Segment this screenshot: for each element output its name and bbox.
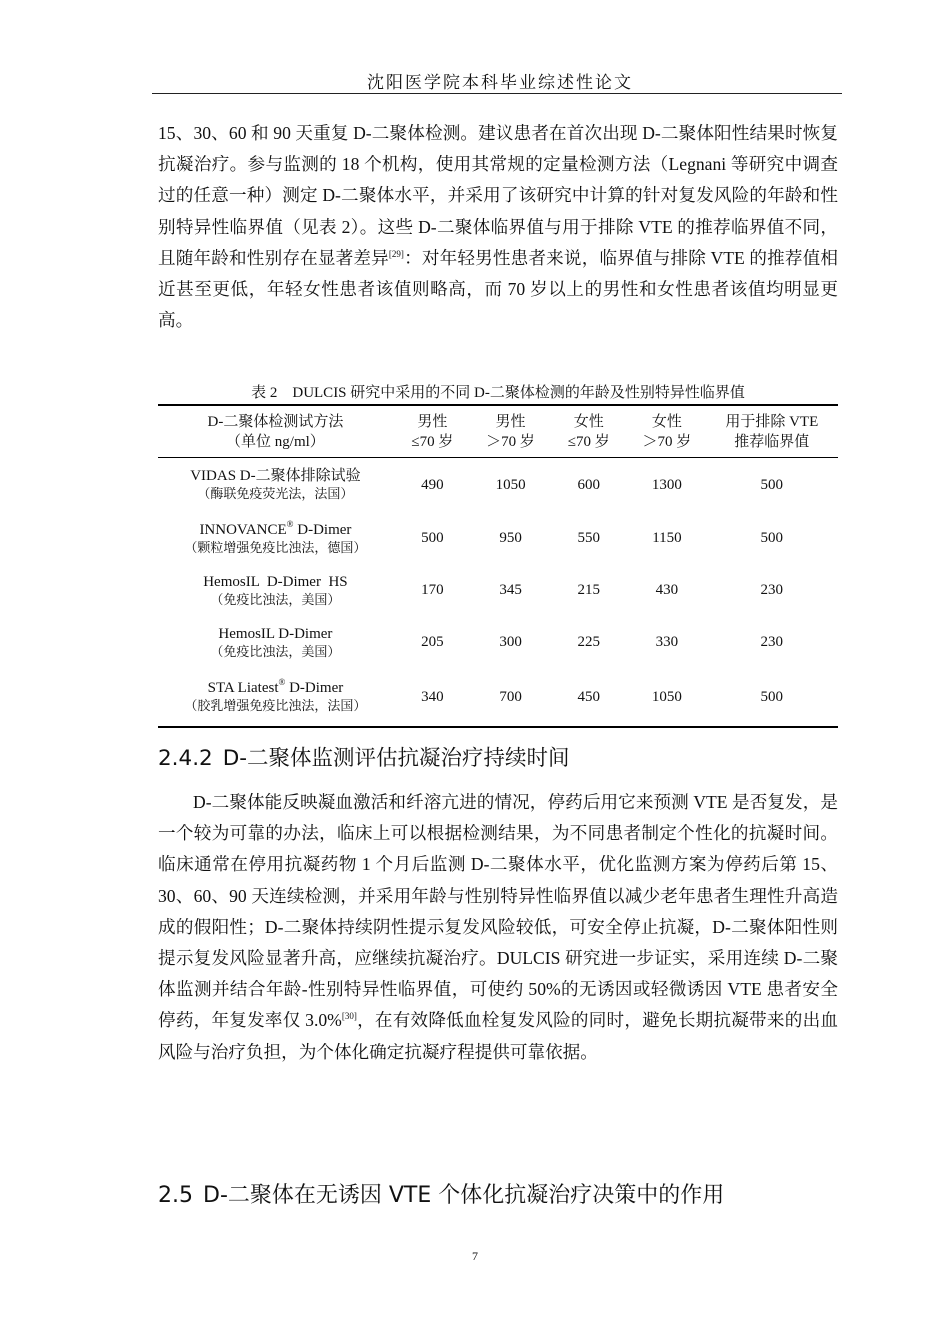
table-row <box>158 617 838 669</box>
value-cell: 230 <box>760 634 784 650</box>
citation-ref[interactable]: [30] <box>341 1011 357 1022</box>
method-cell: INNOVANCE® D-Dimer （颗粒增强免疫比浊法，德国） <box>184 518 367 555</box>
header-cell-method: D-二聚体检测试方法 （单位 ng/ml） <box>207 414 344 450</box>
header-rule <box>152 93 842 94</box>
value-cell: 345 <box>499 582 522 598</box>
cutoff-table <box>158 404 838 728</box>
section-number: 2.5 <box>158 1183 193 1208</box>
paragraph-text: ：对年轻男性患者来说，临界值与排除 VTE 的推荐值相近甚至更低，年轻女性患者该值则略高，而 70 岁以上的男性和女性患者该值均明显更高。 <box>158 247 838 331</box>
table-row <box>158 565 838 617</box>
value-cell: 1300 <box>651 476 682 493</box>
header-cell-recommended: 用于排除 VTE 推荐临界值 <box>725 414 819 450</box>
value-cell: 500 <box>421 530 444 546</box>
value-cell: 430 <box>655 582 679 598</box>
value-cell: 205 <box>421 634 444 650</box>
value-cell: 330 <box>655 634 679 650</box>
value-cell: 340 <box>421 688 444 705</box>
body-paragraph-2 <box>158 787 838 1068</box>
header-cell-male-gt70: 男性 ＞70 岁 <box>486 414 535 450</box>
table-caption: 表 2 DULCIS 研究中采用的不同 D-二聚体检测的年龄及性别特异性临界值 <box>251 385 745 401</box>
section-heading-2-5 <box>158 1178 724 1209</box>
section-title: D-二聚体在无诱因 VTE 个体化抗凝治疗决策中的作用 <box>203 1183 725 1208</box>
value-cell: 230 <box>760 582 784 598</box>
method-cell: VIDAS D-二聚体排除试验 （酶联免疫荧光法，法国） <box>190 468 361 502</box>
citation-ref[interactable]: [29] <box>388 248 404 259</box>
body-paragraph-1 <box>158 118 838 336</box>
paragraph-text: D-二聚体能反映凝血激活和纤溶亢进的情况，停药后用它来预测 VTE 是否复发，是一个较为可靠的办法，临床上可以根据检测结果，为不同患者制定个性化的抗凝时间。临床通常在停用抗凝药物 1 个月后监测 D-二聚体水平，优化监测方案为停药后第 15、30、60、90 天连续检测，并采用年龄与性别特异性临界值以减少老年患者生理性升高造成的假阳性；D-二聚体持续阴性提示复发风险较低，可安全停止抗凝，D-二聚体阳性则提示复发风险显著升高，应继续抗凝治疗。DULCIS 研究进一步证实，采用连续 D-二聚体监测并结合年龄-性别特异性临界值，可使约 50%的无诱因或轻微诱因 VTE 患者安全停药，年复发率仅 3.0% <box>158 792 838 1031</box>
table-row <box>158 513 838 565</box>
method-cell: HemosIL D-Dimer （免疫比浊法，美国） <box>210 625 341 659</box>
section-number: 2.4.2 <box>158 746 213 771</box>
value-cell: 170 <box>421 582 444 598</box>
value-cell: 1050 <box>651 688 682 705</box>
value-cell: 490 <box>421 476 444 493</box>
value-cell: 700 <box>499 688 522 705</box>
section-heading-2-4-2 <box>158 741 570 772</box>
value-cell: 550 <box>577 530 600 546</box>
value-cell: 300 <box>499 634 522 650</box>
value-cell: 500 <box>760 476 784 493</box>
table-row <box>158 458 838 513</box>
value-cell: 1050 <box>495 476 526 493</box>
value-cell: 450 <box>577 688 600 705</box>
section-title: D-二聚体监测评估抗凝治疗持续时间 <box>222 746 570 771</box>
page-number: 7 <box>472 1249 478 1263</box>
value-cell: 500 <box>760 688 784 705</box>
table-row <box>158 669 838 727</box>
table-header-row <box>158 405 838 458</box>
header-cell-female-le70: 女性 ≤70 岁 <box>567 414 610 450</box>
page-header-title: 沈阳医学院本科毕业综述性论文 <box>367 73 633 92</box>
header-cell-female-gt70: 女性 ＞70 岁 <box>642 414 692 450</box>
value-cell: 950 <box>499 530 522 546</box>
paragraph-text: 15、30、60 和 90 天重复 D-二聚体检测。建议患者在首次出现 D-二聚体阳性结果时恢复抗凝治疗。参与监测的 18 个机构，使用其常规的定量检测方法（Legnani 等研究中调查过的任意一种）测定 D-二聚体水平，并采用了该研究中计算的针对复发风险的年龄和性别特异性临界值（见表 2）。这些 D-二聚体临界值与用于排除 VTE 的推荐临界值不同，且随年龄和性别存在显著差异 <box>158 123 838 268</box>
value-cell: 215 <box>577 582 600 598</box>
method-cell: HemosIL D-Dimer HS （免疫比浊法，美国） <box>203 573 348 607</box>
value-cell: 500 <box>760 530 784 546</box>
value-cell: 600 <box>577 476 600 493</box>
method-cell: STA Liatest® D-Dimer （胶乳增强免疫比浊法，法国） <box>184 677 367 713</box>
paragraph-text: ，在有效降低血栓复发风险的同时，避免长期抗凝带来的出血风险与治疗负担，为个体化确定抗凝疗程提供可靠依据。 <box>158 1010 838 1062</box>
value-cell: 1150 <box>652 530 682 546</box>
value-cell: 225 <box>577 634 600 650</box>
header-cell-male-le70: 男性 ≤70 岁 <box>411 414 454 450</box>
